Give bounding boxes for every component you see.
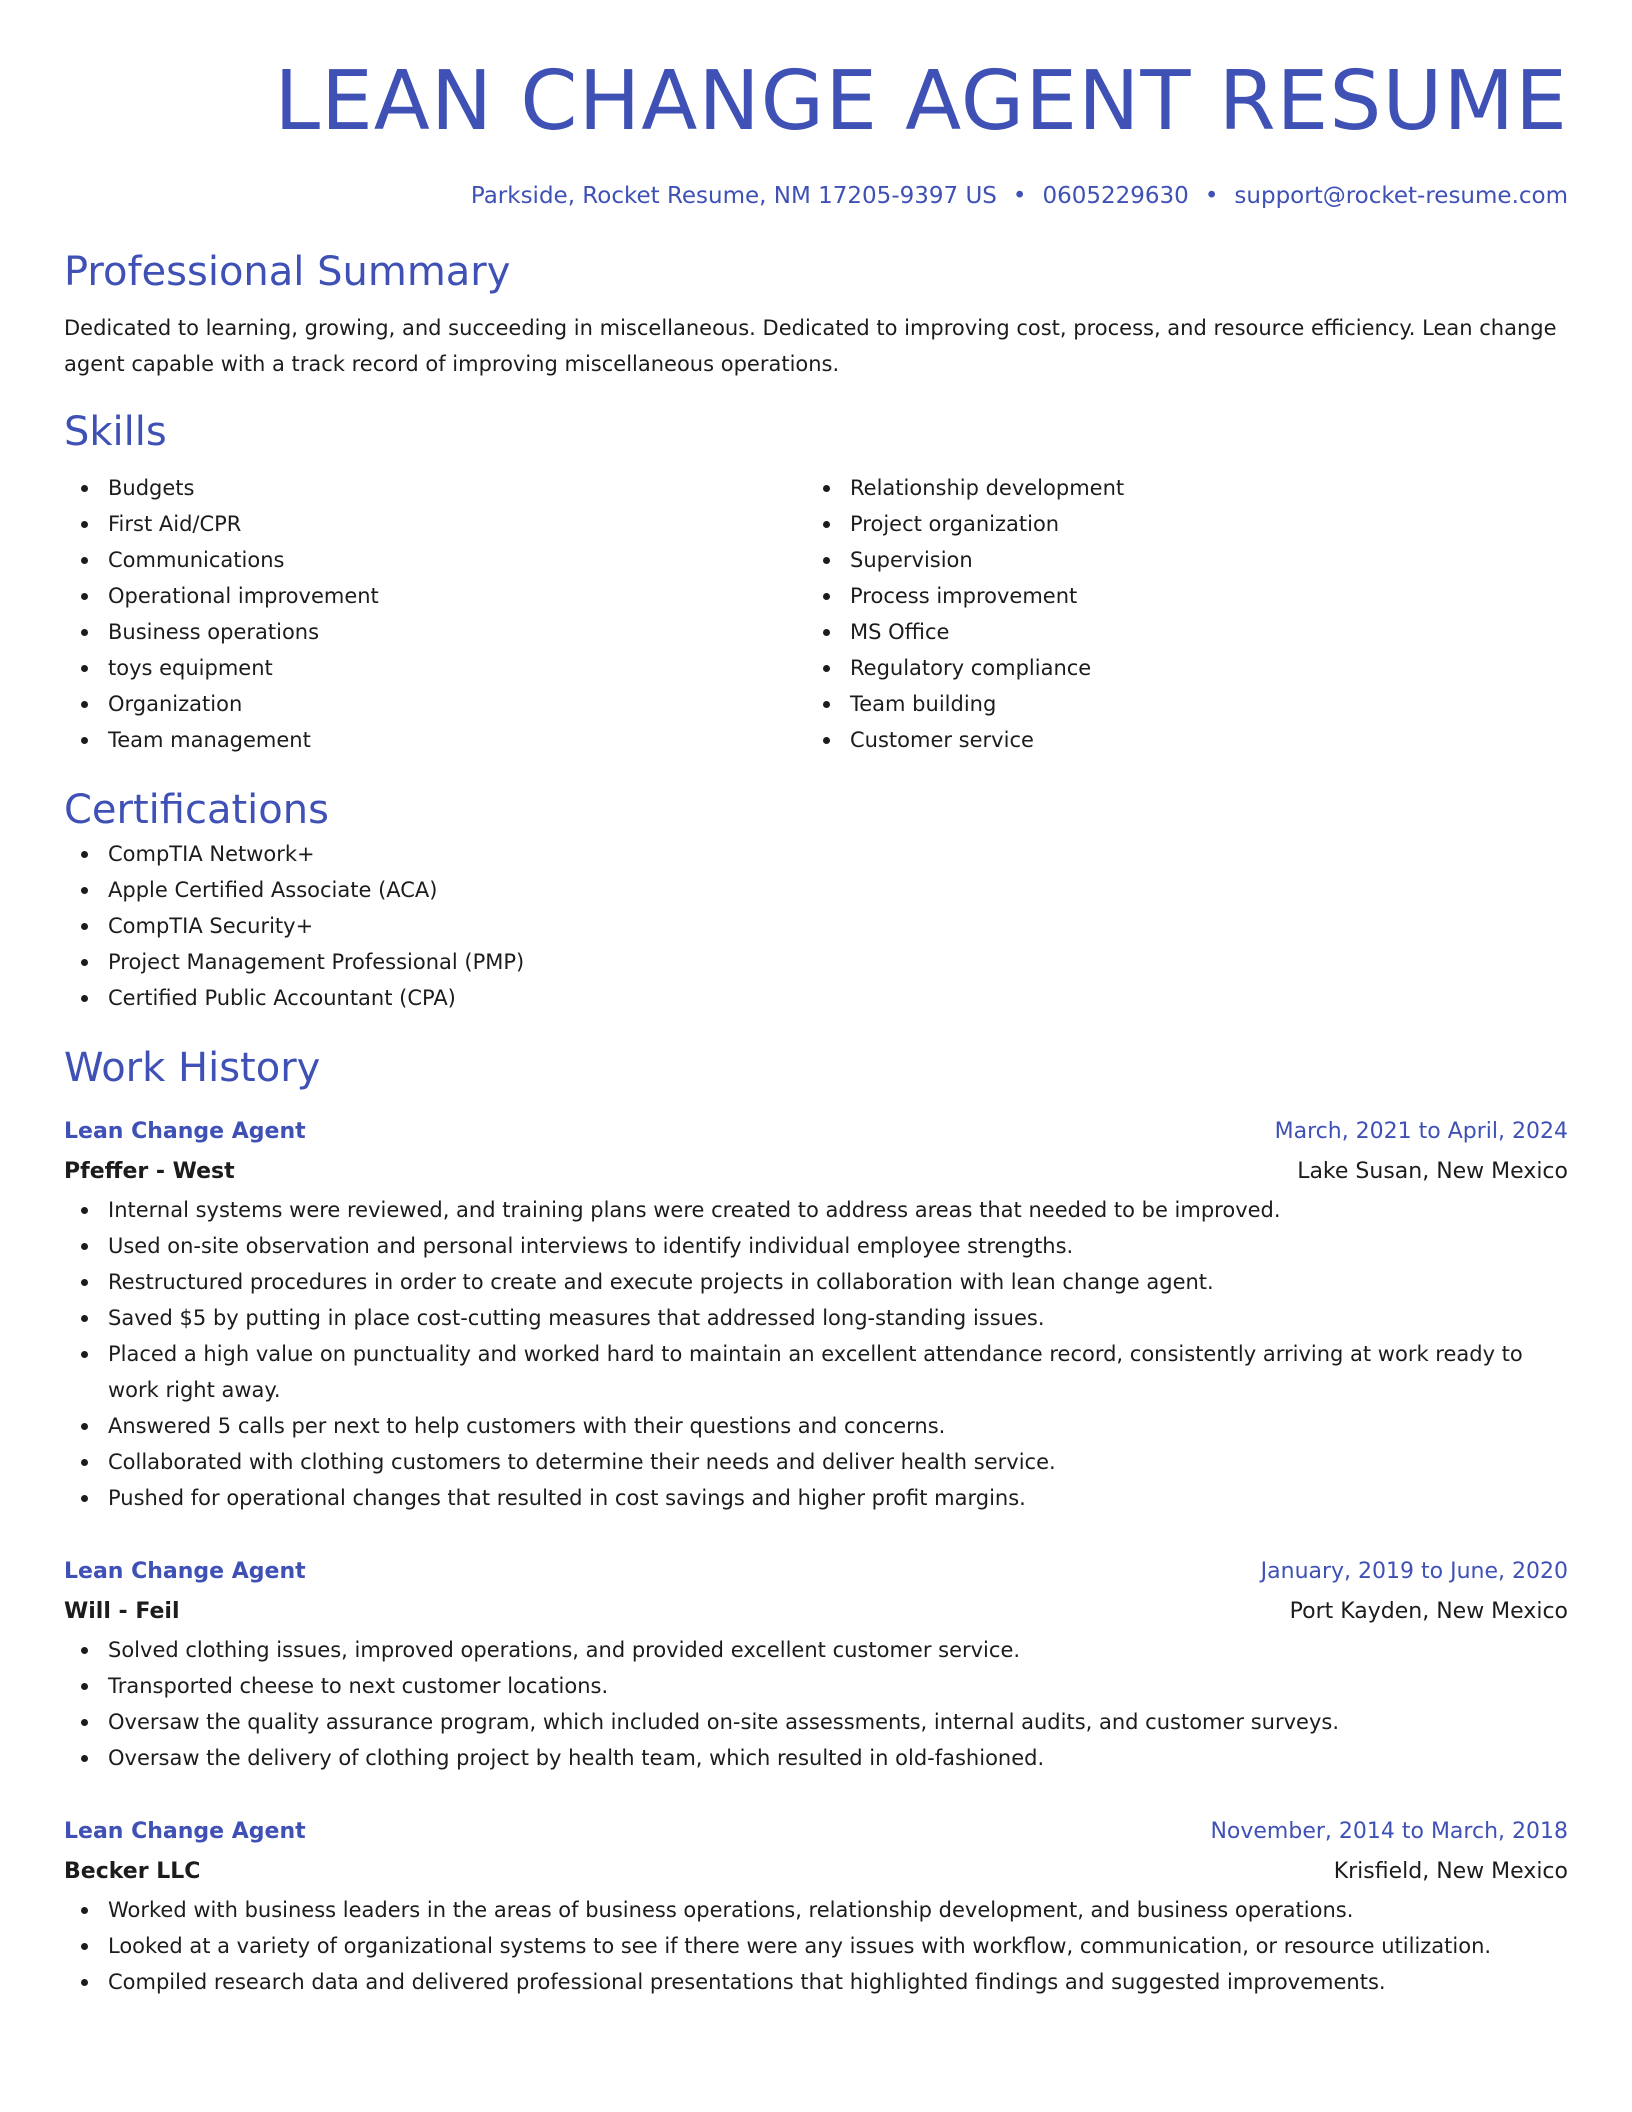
job-location: Port Kayden, New Mexico [1289,1599,1568,1624]
job-duties-list [64,1632,1568,1776]
job-duty-item: Transported cheese to next customer locations. [64,1668,1568,1704]
contact-address: Parkside, Rocket Resume, NM 17205-9397 US [470,183,997,209]
job-duty-item: Collaborated with clothing customers to determine their needs and deliver health service. [64,1444,1568,1480]
job-duty-item: Oversaw the quality assurance program, which included on-site assessments, internal audits, and customer surveys. [64,1704,1568,1740]
skill-item: Business operations [64,614,806,650]
job-duty-item: Pushed for operational changes that resulted in cost savings and higher profit margins. [64,1480,1568,1516]
skills-heading: Skills [64,409,167,455]
job-title: Lean Change Agent [64,1559,306,1584]
job-duty-item: Compiled research data and delivered professional presentations that highlighted findings and suggested improvements. [64,1964,1568,2000]
job-company: Pfeffer - West [64,1159,235,1184]
job-title: Lean Change Agent [64,1819,306,1844]
job-title-row [64,1812,1568,1852]
job-duty-item: Internal systems were reviewed, and training plans were created to address areas that needed to be improved. [64,1192,1568,1228]
skill-item: Customer service [806,722,1548,758]
skill-item: Communications [64,542,806,578]
job-duty-item: Restructured procedures in order to create and execute projects in collaboration with lean change agent. [64,1264,1568,1300]
certification-item: Certified Public Accountant (CPA) [64,980,1568,1016]
certification-item: CompTIA Network+ [64,836,1568,872]
job-duty-item: Saved $5 by putting in place cost-cutting measures that addressed long-standing issues. [64,1300,1568,1336]
work-history-heading: Work History [64,1045,321,1091]
job-dates: November, 2014 to March, 2018 [1210,1819,1568,1844]
skills-section [64,406,1568,758]
skill-item: MS Office [806,614,1548,650]
job-company: Becker LLC [64,1859,201,1884]
certification-item: CompTIA Security+ [64,908,1568,944]
skills-list-right [806,470,1548,758]
certification-item: Project Management Professional (PMP) [64,944,1568,980]
summary-text: Dedicated to learning, growing, and succeeding in miscellaneous. Dedicated to improving cost, process, and resource efficiency. Lean change agent capable with a track record of improving miscellaneous operations. [64,316,1557,376]
skill-item: Team management [64,722,806,758]
job-duty-item: Looked at a variety of organizational systems to see if there were any issues with workflow, communication, or resource utilization. [64,1928,1568,1964]
skill-item: First Aid/CPR [64,506,806,542]
skill-item: Process improvement [806,578,1548,614]
job-dates: March, 2021 to April, 2024 [1274,1119,1568,1144]
skill-item: Budgets [64,470,806,506]
job-duty-item: Answered 5 calls per next to help customers with their questions and concerns. [64,1408,1568,1444]
job-entry [64,1552,1568,1776]
certifications-list [64,836,1568,1016]
job-entry [64,1112,1568,1516]
certifications-section [64,784,1568,1016]
skill-item: Regulatory compliance [806,650,1548,686]
job-duties-list [64,1892,1568,2000]
job-location: Lake Susan, New Mexico [1297,1159,1568,1184]
certification-item: Apple Certified Associate (ACA) [64,872,1568,908]
job-company-row [64,1592,1568,1632]
contact-email: support@rocket-resume.com [1234,183,1568,209]
job-duty-item: Placed a high value on punctuality and worked hard to maintain an excellent attendance record, consistently arriving at work ready to work right away. [64,1336,1568,1408]
skill-item: Operational improvement [64,578,806,614]
job-dates: January, 2019 to June, 2020 [1260,1559,1568,1584]
summary-heading: Professional Summary [64,249,511,295]
contact-separator: • [1012,183,1027,209]
skills-columns [64,470,1568,758]
skills-list-left [64,470,806,758]
job-duties-list [64,1192,1568,1516]
contact-line [64,180,1568,212]
job-title-row [64,1112,1568,1152]
job-duty-item: Solved clothing issues, improved operations, and provided excellent customer service. [64,1632,1568,1668]
skill-item: Project organization [806,506,1548,542]
contact-separator: • [1204,183,1219,209]
job-duty-item: Worked with business leaders in the areas of business operations, relationship development, and business operations. [64,1892,1568,1928]
job-entry [64,1812,1568,2000]
skill-item: Team building [806,686,1548,722]
job-duty-item: Oversaw the delivery of clothing project by health team, which resulted in old-fashioned. [64,1740,1568,1776]
contact-phone: 0605229630 [1042,183,1189,209]
summary-section [64,246,1568,382]
resume-header [64,0,1568,212]
job-duty-item: Used on-site observation and personal interviews to identify individual employee strengths. [64,1228,1568,1264]
skill-item: Relationship development [806,470,1548,506]
skill-item: toys equipment [64,650,806,686]
work-history-section [64,1042,1568,2000]
job-company-row [64,1852,1568,1892]
certifications-heading: Certifications [64,787,329,833]
job-company: Will - Feil [64,1599,180,1624]
job-title: Lean Change Agent [64,1119,306,1144]
job-title-row [64,1552,1568,1592]
skill-item: Organization [64,686,806,722]
job-company-row [64,1152,1568,1192]
job-location: Krisfield, New Mexico [1333,1859,1568,1884]
skill-item: Supervision [806,542,1548,578]
resume-name: LEAN CHANGE AGENT RESUME [274,54,1568,149]
